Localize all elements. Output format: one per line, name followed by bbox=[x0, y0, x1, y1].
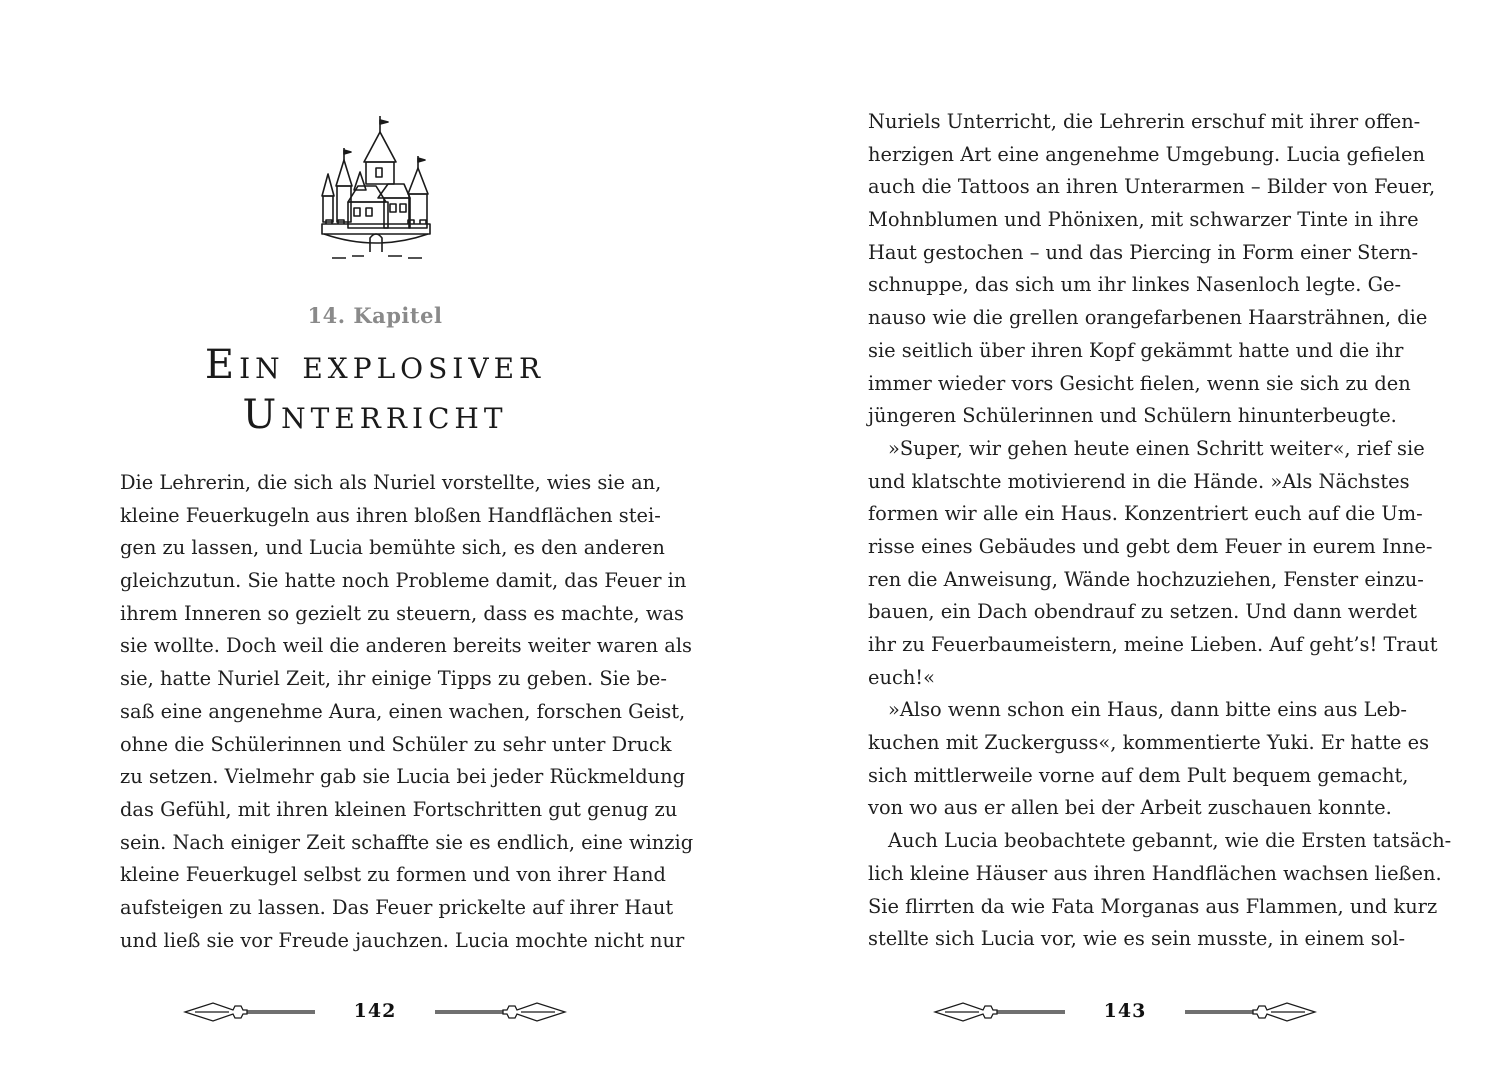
right-page-footer bbox=[750, 994, 1500, 1034]
text-line: stellte sich Lucia vor, wie es sein musste, in einem sol- bbox=[868, 927, 1406, 951]
chapter-title bbox=[120, 340, 630, 440]
text-line: jüngeren Schülerinnen und Schülern hinunterbeugte. bbox=[868, 404, 1397, 428]
text-line: das Gefühl, mit ihren kleinen Fortschritten gut genug zu bbox=[120, 797, 678, 821]
text-line: »Also wenn schon ein Haus, dann bitte eins aus Leb- bbox=[888, 698, 1407, 722]
text-line: Auch Lucia beobachtete gebannt, wie die Ersten tatsäch- bbox=[888, 829, 1452, 853]
text-line: kleine Feuerkugeln aus ihren bloßen Handflächen stei- bbox=[120, 503, 661, 527]
text-line: euch!« bbox=[868, 665, 935, 689]
text-line: bauen, ein Dach obendrauf zu setzen. Und dann werdet bbox=[868, 600, 1417, 624]
text-line: formen wir alle ein Haus. Konzentriert euch auf die Um- bbox=[868, 502, 1423, 526]
text-line: lich kleine Häuser aus ihren Handflächen wachsen ließen. bbox=[868, 861, 1442, 885]
spear-ornament-icon bbox=[433, 998, 567, 1026]
text-line: Die Lehrerin, die sich als Nuriel vorstellte, wies sie an, bbox=[120, 471, 662, 494]
text-line: aufsteigen zu lassen. Das Feuer prickelte auf ihrer Haut bbox=[120, 895, 674, 919]
text-line: von wo aus er allen bei der Arbeit zuschauen konnte. bbox=[868, 796, 1392, 820]
text-line: kuchen mit Zuckerguss«, kommentierte Yuki. Er hatte es bbox=[868, 731, 1430, 755]
page-number: 143 bbox=[1103, 1000, 1147, 1022]
text-line: Sie flirrten da wie Fata Morganas aus Flammen, und kurz bbox=[868, 894, 1438, 918]
text-line: und klatschte motivierend in die Hände. »Als Nächstes bbox=[868, 469, 1410, 493]
left-page-footer bbox=[0, 994, 750, 1034]
right-page bbox=[750, 0, 1500, 1086]
text-line: gen zu lassen, und Lucia bemühte sich, es den anderen bbox=[120, 536, 665, 560]
text-line: risse eines Gebäudes und gebt dem Feuer in eurem Inne- bbox=[868, 534, 1433, 558]
text-line: gleichzutun. Sie hatte noch Probleme damit, das Feuer in bbox=[120, 569, 687, 593]
chapter-title-line1: Ein explosiver bbox=[204, 342, 546, 388]
chapter-title-line2: Unterricht bbox=[242, 392, 508, 438]
right-page-body bbox=[868, 106, 1452, 956]
text-line: »Super, wir gehen heute einen Schritt weiter«, rief sie bbox=[888, 436, 1425, 460]
text-line: kleine Feuerkugel selbst zu formen und von ihrer Hand bbox=[120, 863, 666, 887]
text-line: nauso wie die grellen orangefarbenen Haarsträhnen, die bbox=[868, 306, 1428, 330]
text-line: saß eine angenehme Aura, einen wachen, forschen Geist, bbox=[120, 699, 686, 723]
text-line: sie, hatte Nuriel Zeit, ihr einige Tipps zu geben. Sie be- bbox=[120, 667, 667, 691]
castle-icon bbox=[318, 112, 434, 264]
text-line: herzigen Art eine angenehme Umgebung. Lucia gefielen bbox=[868, 142, 1425, 166]
page-number: 142 bbox=[353, 1000, 397, 1022]
text-line: Nuriels Unterricht, die Lehrerin erschuf mit ihrer offen- bbox=[868, 110, 1421, 133]
text-line: ren die Anweisung, Wände hochzuziehen, Fenster einzu- bbox=[868, 567, 1424, 591]
text-line: schnuppe, das sich um ihr linkes Nasenloch legte. Ge- bbox=[868, 273, 1402, 297]
text-line: zu setzen. Vielmehr gab sie Lucia bei jeder Rückmeldung bbox=[120, 765, 686, 789]
text-line: sich mittlerweile vorne auf dem Pult bequem gemacht, bbox=[868, 763, 1409, 787]
text-line: ohne die Schülerinnen und Schüler zu sehr unter Druck bbox=[120, 732, 672, 756]
spear-ornament-icon bbox=[933, 998, 1067, 1026]
text-line: ihr zu Feuerbaumeistern, meine Lieben. Auf geht’s! Traut bbox=[868, 633, 1438, 656]
spear-ornament-icon bbox=[1183, 998, 1317, 1026]
text-line: Mohnblumen und Phönixen, mit schwarzer Tinte in ihre bbox=[868, 208, 1419, 232]
text-line: sie seitlich über ihren Kopf gekämmt hatte und die ihr bbox=[868, 338, 1404, 362]
text-line: immer wieder vors Gesicht fielen, wenn sie sich zu den bbox=[868, 371, 1411, 395]
left-page-body bbox=[120, 467, 694, 957]
text-line: auch die Tattoos an ihren Unterarmen – Bilder von Feuer, bbox=[868, 175, 1436, 199]
chapter-number: 14. Kapitel bbox=[307, 303, 443, 328]
text-line: und ließ sie vor Freude jauchzen. Lucia mochte nicht nur bbox=[120, 928, 685, 952]
text-line: sie wollte. Doch weil die anderen bereits weiter waren als bbox=[120, 634, 693, 658]
spear-ornament-icon bbox=[183, 998, 317, 1026]
text-line: ihrem Inneren so gezielt zu steuern, dass es machte, was bbox=[120, 601, 684, 625]
text-line: sein. Nach einiger Zeit schaffte sie es endlich, eine winzig bbox=[120, 830, 694, 854]
text-line: Haut gestochen – und das Piercing in Form einer Stern- bbox=[868, 240, 1418, 264]
